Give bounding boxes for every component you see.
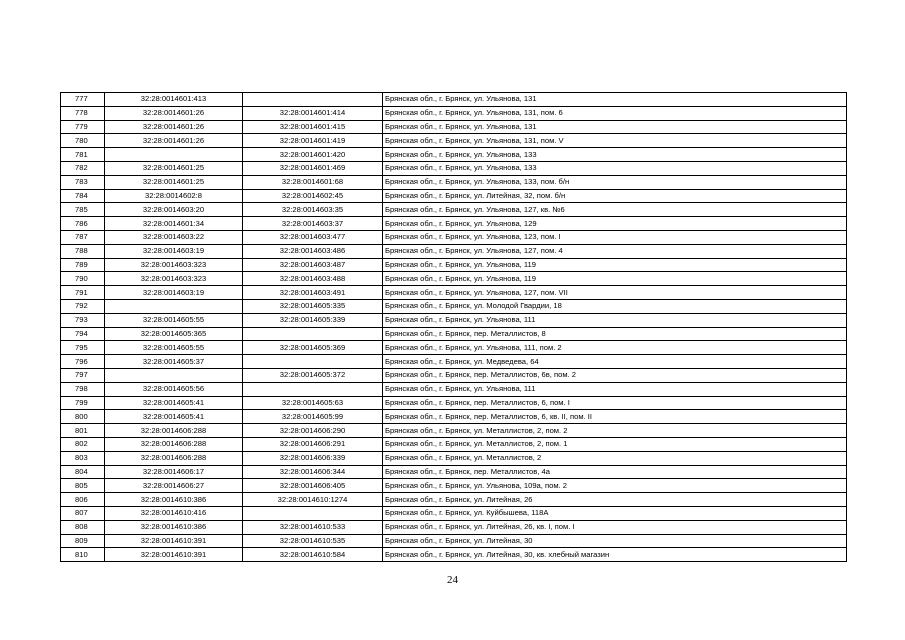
object-cadastral-number-cell: 32:28:0014603:488 <box>243 272 383 286</box>
parcel-cadastral-number-cell: 32:28:0014605:37 <box>105 355 243 369</box>
row-number-cell: 800 <box>61 410 105 424</box>
object-cadastral-number-cell: 32:28:0014603:486 <box>243 244 383 258</box>
parcel-cadastral-number-cell: 32:28:0014601:26 <box>105 120 243 134</box>
table-row <box>61 161 847 175</box>
row-number-cell: 794 <box>61 327 105 341</box>
address-cell: Брянская обл., г. Брянск, ул. Куйбышева, 118А <box>383 506 847 520</box>
table-row <box>61 493 847 507</box>
row-number-cell: 799 <box>61 396 105 410</box>
table-row <box>61 286 847 300</box>
object-cadastral-number-cell: 32:28:0014601:415 <box>243 120 383 134</box>
table-row <box>61 410 847 424</box>
object-cadastral-number-cell <box>243 355 383 369</box>
object-cadastral-number-cell: 32:28:0014606:290 <box>243 424 383 438</box>
object-cadastral-number-cell: 32:28:0014610:533 <box>243 520 383 534</box>
object-cadastral-number-cell <box>243 506 383 520</box>
row-number-cell: 801 <box>61 424 105 438</box>
object-cadastral-number-cell: 32:28:0014605:335 <box>243 299 383 313</box>
parcel-cadastral-number-cell: 32:28:0014606:27 <box>105 479 243 493</box>
table-row <box>61 451 847 465</box>
object-cadastral-number-cell: 32:28:0014605:369 <box>243 341 383 355</box>
object-cadastral-number-cell: 32:28:0014603:35 <box>243 203 383 217</box>
parcel-cadastral-number-cell: 32:28:0014601:413 <box>105 93 243 107</box>
object-cadastral-number-cell: 32:28:0014601:469 <box>243 161 383 175</box>
property-registry-table <box>60 92 847 562</box>
table-row <box>61 175 847 189</box>
table-row <box>61 299 847 313</box>
table-row <box>61 520 847 534</box>
address-cell: Брянская обл., г. Брянск, ул. Литейная, 30 <box>383 534 847 548</box>
parcel-cadastral-number-cell: 32:28:0014603:323 <box>105 272 243 286</box>
object-cadastral-number-cell: 32:28:0014610:1274 <box>243 493 383 507</box>
parcel-cadastral-number-cell: 32:28:0014601:25 <box>105 175 243 189</box>
parcel-cadastral-number-cell: 32:28:0014606:17 <box>105 465 243 479</box>
parcel-cadastral-number-cell: 32:28:0014605:56 <box>105 382 243 396</box>
page-number: 24 <box>447 574 458 586</box>
table-row <box>61 355 847 369</box>
address-cell: Брянская обл., г. Брянск, пер. Металлистов, 6, кв. II, пом. II <box>383 410 847 424</box>
row-number-cell: 782 <box>61 161 105 175</box>
parcel-cadastral-number-cell: 32:28:0014606:288 <box>105 424 243 438</box>
address-cell: Брянская обл., г. Брянск, ул. Молодой Гвардии, 18 <box>383 299 847 313</box>
table-row <box>61 258 847 272</box>
object-cadastral-number-cell: 32:28:0014601:420 <box>243 148 383 162</box>
row-number-cell: 807 <box>61 506 105 520</box>
address-cell: Брянская обл., г. Брянск, ул. Металлистов, 2 <box>383 451 847 465</box>
parcel-cadastral-number-cell: 32:28:0014605:41 <box>105 410 243 424</box>
address-cell: Брянская обл., г. Брянск, ул. Ульянова, 111, пом. 2 <box>383 341 847 355</box>
table-row <box>61 396 847 410</box>
table-row <box>61 506 847 520</box>
row-number-cell: 781 <box>61 148 105 162</box>
table-row <box>61 327 847 341</box>
table-row <box>61 382 847 396</box>
row-number-cell: 809 <box>61 534 105 548</box>
parcel-cadastral-number-cell: 32:28:0014603:22 <box>105 230 243 244</box>
address-cell: Брянская обл., г. Брянск, ул. Ульянова, 133 <box>383 161 847 175</box>
row-number-cell: 806 <box>61 493 105 507</box>
row-number-cell: 791 <box>61 286 105 300</box>
table-row <box>61 217 847 231</box>
object-cadastral-number-cell: 32:28:0014601:68 <box>243 175 383 189</box>
parcel-cadastral-number-cell: 32:28:0014601:26 <box>105 134 243 148</box>
parcel-cadastral-number-cell: 32:28:0014603:323 <box>105 258 243 272</box>
object-cadastral-number-cell <box>243 93 383 107</box>
address-cell: Брянская обл., г. Брянск, ул. Ульянова, 131, пом. 6 <box>383 106 847 120</box>
address-cell: Брянская обл., г. Брянск, ул. Ульянова, 131, пом. V <box>383 134 847 148</box>
row-number-cell: 810 <box>61 548 105 562</box>
row-number-cell: 788 <box>61 244 105 258</box>
row-number-cell: 777 <box>61 93 105 107</box>
row-number-cell: 785 <box>61 203 105 217</box>
table-row <box>61 424 847 438</box>
address-cell: Брянская обл., г. Брянск, ул. Ульянова, 127, пом. 4 <box>383 244 847 258</box>
row-number-cell: 786 <box>61 217 105 231</box>
parcel-cadastral-number-cell: 32:28:0014610:386 <box>105 520 243 534</box>
parcel-cadastral-number-cell: 32:28:0014610:386 <box>105 493 243 507</box>
table-row <box>61 120 847 134</box>
parcel-cadastral-number-cell: 32:28:0014603:19 <box>105 244 243 258</box>
table-row <box>61 93 847 107</box>
parcel-cadastral-number-cell <box>105 299 243 313</box>
address-cell: Брянская обл., г. Брянск, пер. Металлистов, 6в, пом. 2 <box>383 368 847 382</box>
address-cell: Брянская обл., г. Брянск, ул. Литейная, 26, кв. I, пом. I <box>383 520 847 534</box>
table-row <box>61 479 847 493</box>
address-cell: Брянская обл., г. Брянск, ул. Ульянова, 133, пом. б/н <box>383 175 847 189</box>
table-body <box>61 93 847 562</box>
address-cell: Брянская обл., г. Брянск, ул. Ульянова, 127, пом. VII <box>383 286 847 300</box>
table-row <box>61 230 847 244</box>
row-number-cell: 783 <box>61 175 105 189</box>
row-number-cell: 803 <box>61 451 105 465</box>
table-row <box>61 134 847 148</box>
address-cell: Брянская обл., г. Брянск, ул. Металлистов, 2, пом. 1 <box>383 437 847 451</box>
address-cell: Брянская обл., г. Брянск, ул. Ульянова, 119 <box>383 258 847 272</box>
object-cadastral-number-cell: 32:28:0014610:535 <box>243 534 383 548</box>
address-cell: Брянская обл., г. Брянск, ул. Металлистов, 2, пом. 2 <box>383 424 847 438</box>
row-number-cell: 787 <box>61 230 105 244</box>
object-cadastral-number-cell: 32:28:0014606:405 <box>243 479 383 493</box>
row-number-cell: 795 <box>61 341 105 355</box>
address-cell: Брянская обл., г. Брянск, ул. Ульянова, 109а, пом. 2 <box>383 479 847 493</box>
parcel-cadastral-number-cell: 32:28:0014610:416 <box>105 506 243 520</box>
parcel-cadastral-number-cell: 32:28:0014606:288 <box>105 437 243 451</box>
table-row <box>61 465 847 479</box>
object-cadastral-number-cell <box>243 382 383 396</box>
row-number-cell: 789 <box>61 258 105 272</box>
address-cell: Брянская обл., г. Брянск, ул. Медведева, 64 <box>383 355 847 369</box>
parcel-cadastral-number-cell: 32:28:0014606:288 <box>105 451 243 465</box>
table-row <box>61 272 847 286</box>
row-number-cell: 808 <box>61 520 105 534</box>
row-number-cell: 778 <box>61 106 105 120</box>
address-cell: Брянская обл., г. Брянск, ул. Литейная, 30, кв. хлебный магазин <box>383 548 847 562</box>
address-cell: Брянская обл., г. Брянск, ул. Ульянова, 111 <box>383 382 847 396</box>
parcel-cadastral-number-cell: 32:28:0014610:391 <box>105 548 243 562</box>
row-number-cell: 805 <box>61 479 105 493</box>
address-cell: Брянская обл., г. Брянск, ул. Ульянова, 119 <box>383 272 847 286</box>
address-cell: Брянская обл., г. Брянск, ул. Ульянова, 123, пом. I <box>383 230 847 244</box>
address-cell: Брянская обл., г. Брянск, ул. Ульянова, 133 <box>383 148 847 162</box>
parcel-cadastral-number-cell: 32:28:0014605:55 <box>105 313 243 327</box>
table-row <box>61 437 847 451</box>
object-cadastral-number-cell: 32:28:0014603:487 <box>243 258 383 272</box>
parcel-cadastral-number-cell: 32:28:0014605:41 <box>105 396 243 410</box>
table-row <box>61 548 847 562</box>
row-number-cell: 796 <box>61 355 105 369</box>
object-cadastral-number-cell: 32:28:0014605:339 <box>243 313 383 327</box>
address-cell: Брянская обл., г. Брянск, пер. Металлистов, 8 <box>383 327 847 341</box>
row-number-cell: 798 <box>61 382 105 396</box>
object-cadastral-number-cell <box>243 327 383 341</box>
object-cadastral-number-cell: 32:28:0014606:291 <box>243 437 383 451</box>
parcel-cadastral-number-cell: 32:28:0014602:8 <box>105 189 243 203</box>
parcel-cadastral-number-cell <box>105 368 243 382</box>
parcel-cadastral-number-cell: 32:28:0014601:25 <box>105 161 243 175</box>
address-cell: Брянская обл., г. Брянск, ул. Ульянова, 131 <box>383 93 847 107</box>
row-number-cell: 784 <box>61 189 105 203</box>
address-cell: Брянская обл., г. Брянск, ул. Ульянова, 129 <box>383 217 847 231</box>
parcel-cadastral-number-cell: 32:28:0014605:55 <box>105 341 243 355</box>
table-row <box>61 313 847 327</box>
parcel-cadastral-number-cell: 32:28:0014610:391 <box>105 534 243 548</box>
table-row <box>61 341 847 355</box>
row-number-cell: 793 <box>61 313 105 327</box>
table-row <box>61 189 847 203</box>
table-row <box>61 148 847 162</box>
row-number-cell: 779 <box>61 120 105 134</box>
object-cadastral-number-cell: 32:28:0014605:99 <box>243 410 383 424</box>
object-cadastral-number-cell: 32:28:0014606:344 <box>243 465 383 479</box>
row-number-cell: 797 <box>61 368 105 382</box>
address-cell: Брянская обл., г. Брянск, ул. Ульянова, 131 <box>383 120 847 134</box>
address-cell: Брянская обл., г. Брянск, пер. Металлистов, 4а <box>383 465 847 479</box>
table-row <box>61 106 847 120</box>
address-cell: Брянская обл., г. Брянск, ул. Ульянова, 127, кв. №6 <box>383 203 847 217</box>
parcel-cadastral-number-cell <box>105 148 243 162</box>
table-row <box>61 203 847 217</box>
parcel-cadastral-number-cell: 32:28:0014603:20 <box>105 203 243 217</box>
object-cadastral-number-cell: 32:28:0014603:477 <box>243 230 383 244</box>
object-cadastral-number-cell: 32:28:0014610:584 <box>243 548 383 562</box>
object-cadastral-number-cell: 32:28:0014603:491 <box>243 286 383 300</box>
row-number-cell: 804 <box>61 465 105 479</box>
parcel-cadastral-number-cell: 32:28:0014601:26 <box>105 106 243 120</box>
object-cadastral-number-cell: 32:28:0014601:414 <box>243 106 383 120</box>
parcel-cadastral-number-cell: 32:28:0014603:19 <box>105 286 243 300</box>
object-cadastral-number-cell: 32:28:0014606:339 <box>243 451 383 465</box>
object-cadastral-number-cell: 32:28:0014602:45 <box>243 189 383 203</box>
row-number-cell: 790 <box>61 272 105 286</box>
row-number-cell: 802 <box>61 437 105 451</box>
address-cell: Брянская обл., г. Брянск, ул. Литейная, 32, пом. б/н <box>383 189 847 203</box>
address-cell: Брянская обл., г. Брянск, ул. Ульянова, 111 <box>383 313 847 327</box>
object-cadastral-number-cell: 32:28:0014605:372 <box>243 368 383 382</box>
parcel-cadastral-number-cell: 32:28:0014605:365 <box>105 327 243 341</box>
object-cadastral-number-cell: 32:28:0014605:63 <box>243 396 383 410</box>
table-row <box>61 244 847 258</box>
parcel-cadastral-number-cell: 32:28:0014601:34 <box>105 217 243 231</box>
table-row <box>61 368 847 382</box>
table-row <box>61 534 847 548</box>
address-cell: Брянская обл., г. Брянск, ул. Литейная, 26 <box>383 493 847 507</box>
row-number-cell: 792 <box>61 299 105 313</box>
address-cell: Брянская обл., г. Брянск, пер. Металлистов, 6, пом. I <box>383 396 847 410</box>
row-number-cell: 780 <box>61 134 105 148</box>
object-cadastral-number-cell: 32:28:0014601:419 <box>243 134 383 148</box>
object-cadastral-number-cell: 32:28:0014603:37 <box>243 217 383 231</box>
